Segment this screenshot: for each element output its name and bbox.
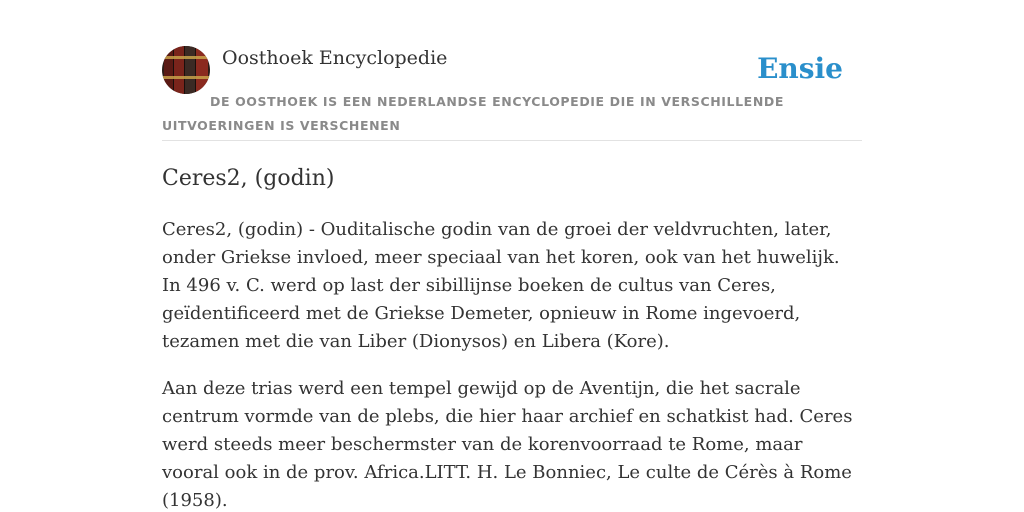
site-header: [162, 46, 862, 141]
site-tagline: DE OOSTHOEK IS EEN NEDERLANDSE ENCYCLOPEDIE DIE IN VERSCHILLENDE UITVOERINGEN IS VERSCHENEN: [162, 94, 784, 133]
article-title: Ceres2, (godin): [162, 166, 335, 191]
article-body: [162, 216, 862, 512]
site-title[interactable]: Oosthoek Encyclopedie: [222, 47, 448, 69]
article-paragraph: Aan deze trias werd een tempel gewijd op de Aventijn, die het sacrale centrum vormde van de plebs, die hier haar archief en schatkist had. Ceres werd steeds meer beschermster van de korenvoorraad te Rome, maar vooral ook in de prov. Africa.LITT. H. Le Bonniec, Le culte de Cérès à Rome (1958).: [162, 378, 853, 511]
article-paragraph: Ceres2, (godin) - Ouditalische godin van de groei der veldvruchten, later, onder Griekse invloed, meer speciaal van het koren, ook van het huwelijk. In 496 v. C. werd op last der sibillijnse boeken de cultus van Ceres, geïdentificeerd met de Griekse Demeter, opnieuw in Rome ingevoerd, tezamen met die van Liber (Dionysos) en Libera (Kore).: [162, 219, 840, 352]
encyclopedia-books-avatar[interactable]: [162, 46, 210, 94]
ensie-logo[interactable]: Ensie: [757, 52, 843, 85]
